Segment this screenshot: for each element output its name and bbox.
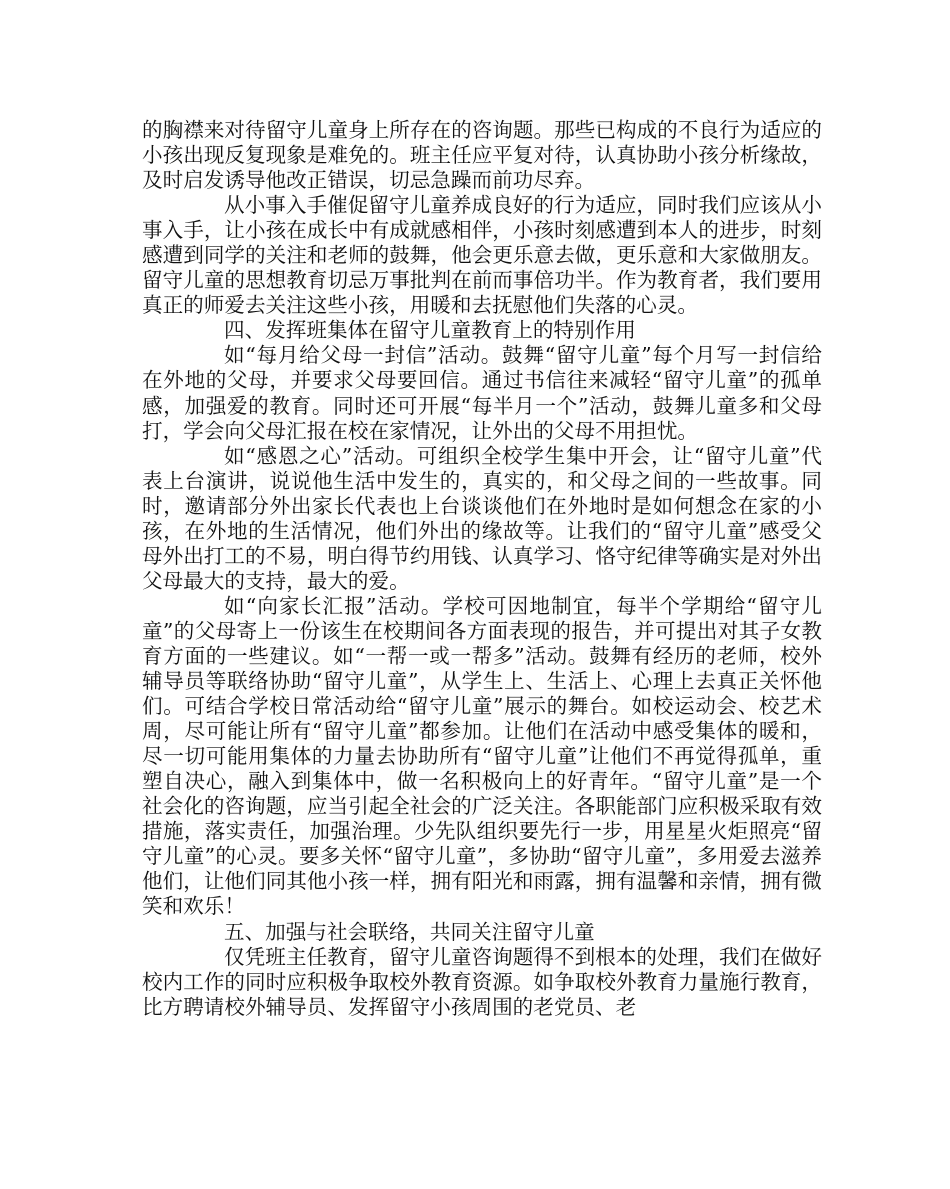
paragraph-1: 的胸襟来对待留守儿童身上所存在的咨询题。那些已构成的不良行为适应的小孩出现反复现象是难免的。班主任应平复对待，认真协助小孩分析缘故，及时启发诱导他改正错误，切忌急躁而前功尽弃。 [142,118,822,193]
paragraph-6: 仅凭班主任教育，留守儿童咨询题得不到根本的处理，我们在做好校内工作的同时应积极争取校外教育资源。如争取校外教育力量施行教育，比方聘请校外辅导员、发挥留守小孩周围的老党员、老 [142,944,822,1019]
section-heading-4: 四、发挥班集体在留守儿童教育上的特别作用 [224,318,636,343]
paragraph-4: 如“感恩之心”活动。可组织全校学生集中开会，让“留守儿童”代表上台演讲，说说他生活中发生的，真实的，和父母之间的一些故事。同时，邀请部分外出家长代表也上台谈谈他们在外地时是如何想念在家的小孩，在外地的生活情况，他们外出的缘故等。让我们的“留守儿童”感受父母外出打工的不易，明白得节约用钱、认真学习、恪守纪律等确实是对外出父母最大的支持，最大的爱。 [142,443,822,593]
paragraph-2: 从小事入手催促留守儿童养成良好的行为适应，同时我们应该从小事入手，让小孩在成长中有成就感相伴，小孩时刻感遭到本人的进步，时刻感遭到同学的关注和老师的鼓舞，他会更乐意去做，更乐意和大家做朋友。留守儿童的思想教育切忌万事批判在前而事倍功半。作为教育者，我们要用真正的师爱去关注这些小孩，用暖和去抚慰他们失落的心灵。 [142,193,822,318]
section-heading-5: 五、加强与社会联络，共同关注留守儿童 [224,919,595,944]
document-page [142,118,822,1020]
paragraph-3: 如“每月给父母一封信”活动。鼓舞“留守儿童”每个月写一封信给在外地的父母，并要求父母要回信。通过书信往来减轻“留守儿童”的孤单感，加强爱的教育。同时还可开展“每半月一个”活动，鼓舞儿童多和父母打，学会向父母汇报在校在家情况，让外出的父母不用担忧。 [142,343,822,443]
paragraph-5: 如“向家长汇报”活动。学校可因地制宜，每半个学期给“留守儿童”的父母寄上一份该生在校期间各方面表现的报告，并可提出对其子女教育方面的一些建议。如“一帮一或一帮多”活动。鼓舞有经历的老师，校外辅导员等联络协助“留守儿童”，从学生上、生活上、心理上去真正关怀他们。可结合学校日常活动给“留守儿童”展示的舞台。如校运动会、校艺术周，尽可能让所有“留守儿童”都参加。让他们在活动中感受集体的暖和，尽一切可能用集体的力量去协助所有“留守儿童”让他们不再觉得孤单，重塑自决心，融入到集体中，做一名积极向上的好青年。“留守儿童”是一个社会化的咨询题，应当引起全社会的广泛关注。各职能部门应积极采取有效措施，落实责任，加强治理。少先队组织要先行一步，用星星火炬照亮“留守儿童”的心灵。要多关怀“留守儿童”，多协助“留守儿童”，多用爱去滋养他们，让他们同其他小孩一样，拥有阳光和雨露，拥有温馨和亲情，拥有微笑和欢乐！ [142,593,822,919]
